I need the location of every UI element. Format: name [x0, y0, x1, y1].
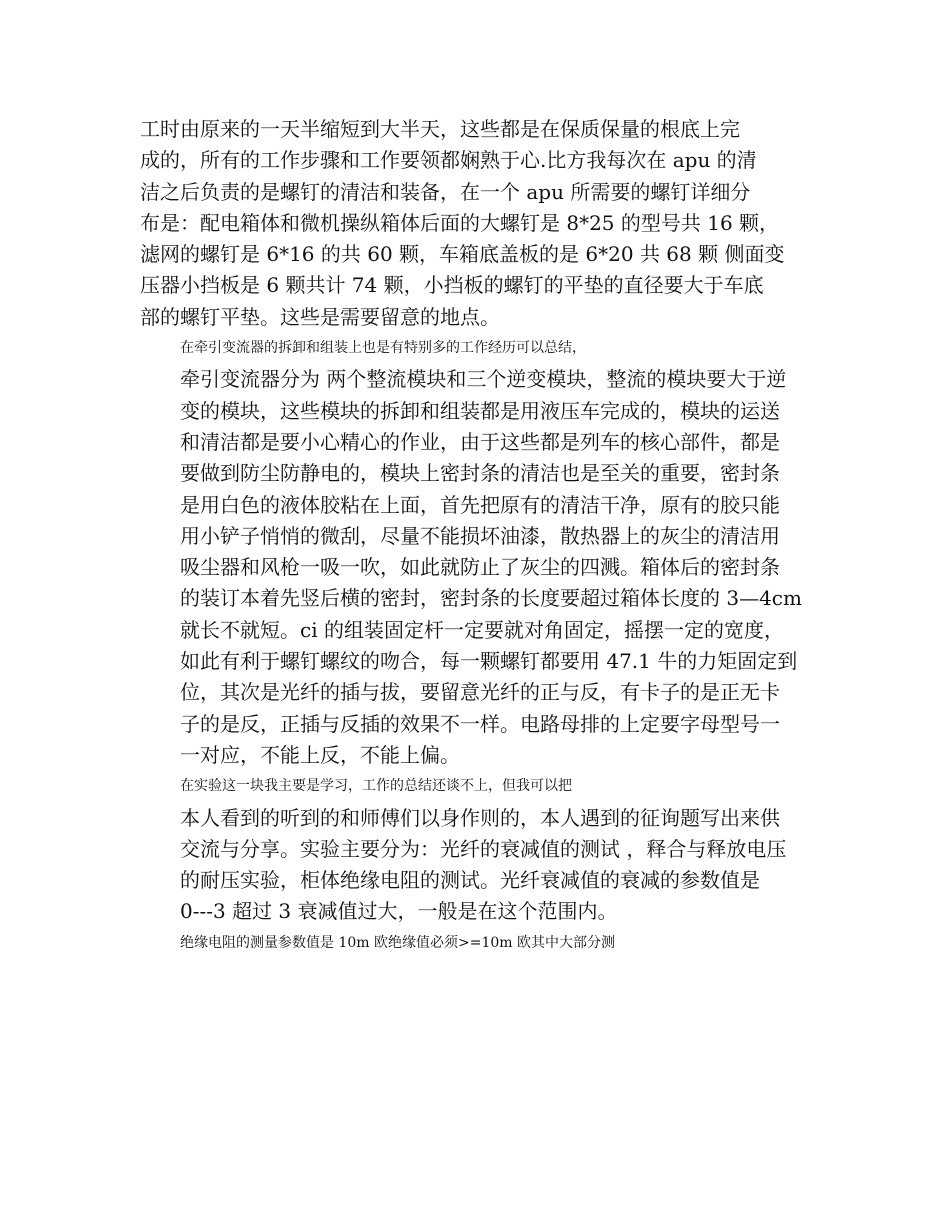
paragraph — [140, 114, 830, 333]
text-line: 的装订本着先竖后横的密封，密封条的长度要超过箱体长度的 3—4cm — [180, 586, 802, 611]
text-line: 绝缘电阻的测量参数值是 10m 欧绝缘值必须>=10m 欧其中大部分测 — [180, 934, 615, 951]
text-line: 牵引变流器分为 两个整流模块和三个逆变模块，整流的模块要大于逆 — [180, 367, 787, 392]
text-line: 布是：配电箱体和微机操纵箱体后面的大螺钉是 8*25 的型号共 16 颗， — [140, 210, 780, 235]
text-line: 在实验这一块我主要是学习，工作的总结还谈不上，但我可以把 — [180, 778, 572, 795]
text-line: 用小铲子悄悄的微刮，尽量不能损坏油漆，散热器上的灰尘的清洁用 — [180, 523, 780, 548]
document-body — [140, 114, 830, 959]
text-line: 滤网的螺钉是 6*16 的共 60 颗，车箱底盖板的是 6*20 共 68 颗 侧面变 — [140, 242, 785, 267]
text-line: 是用白色的液体胶粘在上面，首先把原有的清洁干净，原有的胶只能 — [180, 492, 780, 517]
text-line: 0---3 超过 3 衰减值过大，一般是在这个范围内。 — [180, 899, 618, 924]
text-line: 的耐压实验，柜体绝缘电阻的测试。光纤衰减值的衰减的参数值是 — [180, 868, 760, 893]
text-line: 成的，所有的工作步骤和工作要领都娴熟于心.比方我每次在 apu 的清 — [140, 148, 757, 173]
text-line: 要做到防尘防静电的，模块上密封条的清洁也是至关的重要，密封条 — [180, 461, 780, 486]
text-line: 本人看到的听到的和师傅们以身作则的，本人遇到的征询题写出来供 — [180, 805, 780, 830]
text-line: 洁之后负责的是螺钉的清洁和装备，在一个 apu 所需要的螺钉详细分 — [140, 179, 751, 204]
paragraph — [140, 333, 830, 771]
paragraph — [140, 771, 830, 927]
text-line: 就长不就短。ci 的组装固定杆一定要就对角固定，摇摆一定的宽度， — [180, 617, 784, 642]
text-line: 如此有利于螺钉螺纹的吻合，每一颗螺钉都要用 47.1 牛的力矩固定到 — [180, 649, 798, 674]
paragraph — [140, 928, 830, 959]
text-line: 在牵引变流器的拆卸和组装上也是有特别多的工作经历可以总结， — [180, 340, 586, 357]
text-line: 和清洁都是要小心精心的作业，由于这些都是列车的核心部件，都是 — [180, 429, 780, 454]
text-line: 位，其次是光纤的插与拔，要留意光纤的正与反，有卡子的是正无卡 — [180, 680, 780, 705]
text-line: 变的模块，这些模块的拆卸和组装都是用液压车完成的，模块的运送 — [180, 398, 780, 423]
text-line: 一对应，不能上反，不能上偏。 — [180, 742, 460, 767]
text-line: 吸尘器和风枪一吸一吹，如此就防止了灰尘的四溅。箱体后的密封条 — [180, 555, 780, 580]
text-line: 子的是反，正插与反插的效果不一样。电路母排的上定要字母型号一 — [180, 711, 780, 736]
text-line: 交流与分享。实验主要分为：光纤的衰减值的测试 ，释合与释放电压 — [180, 836, 787, 861]
text-line: 压器小挡板是 6 颗共计 74 颗，小挡板的螺钉的平垫的直径要大于车底 — [140, 273, 764, 298]
text-line: 工时由原来的一天半缩短到大半天，这些都是在保质保量的根底上完 — [140, 117, 740, 141]
text-line: 部的螺钉平垫。这些是需要留意的地点。 — [140, 304, 500, 329]
